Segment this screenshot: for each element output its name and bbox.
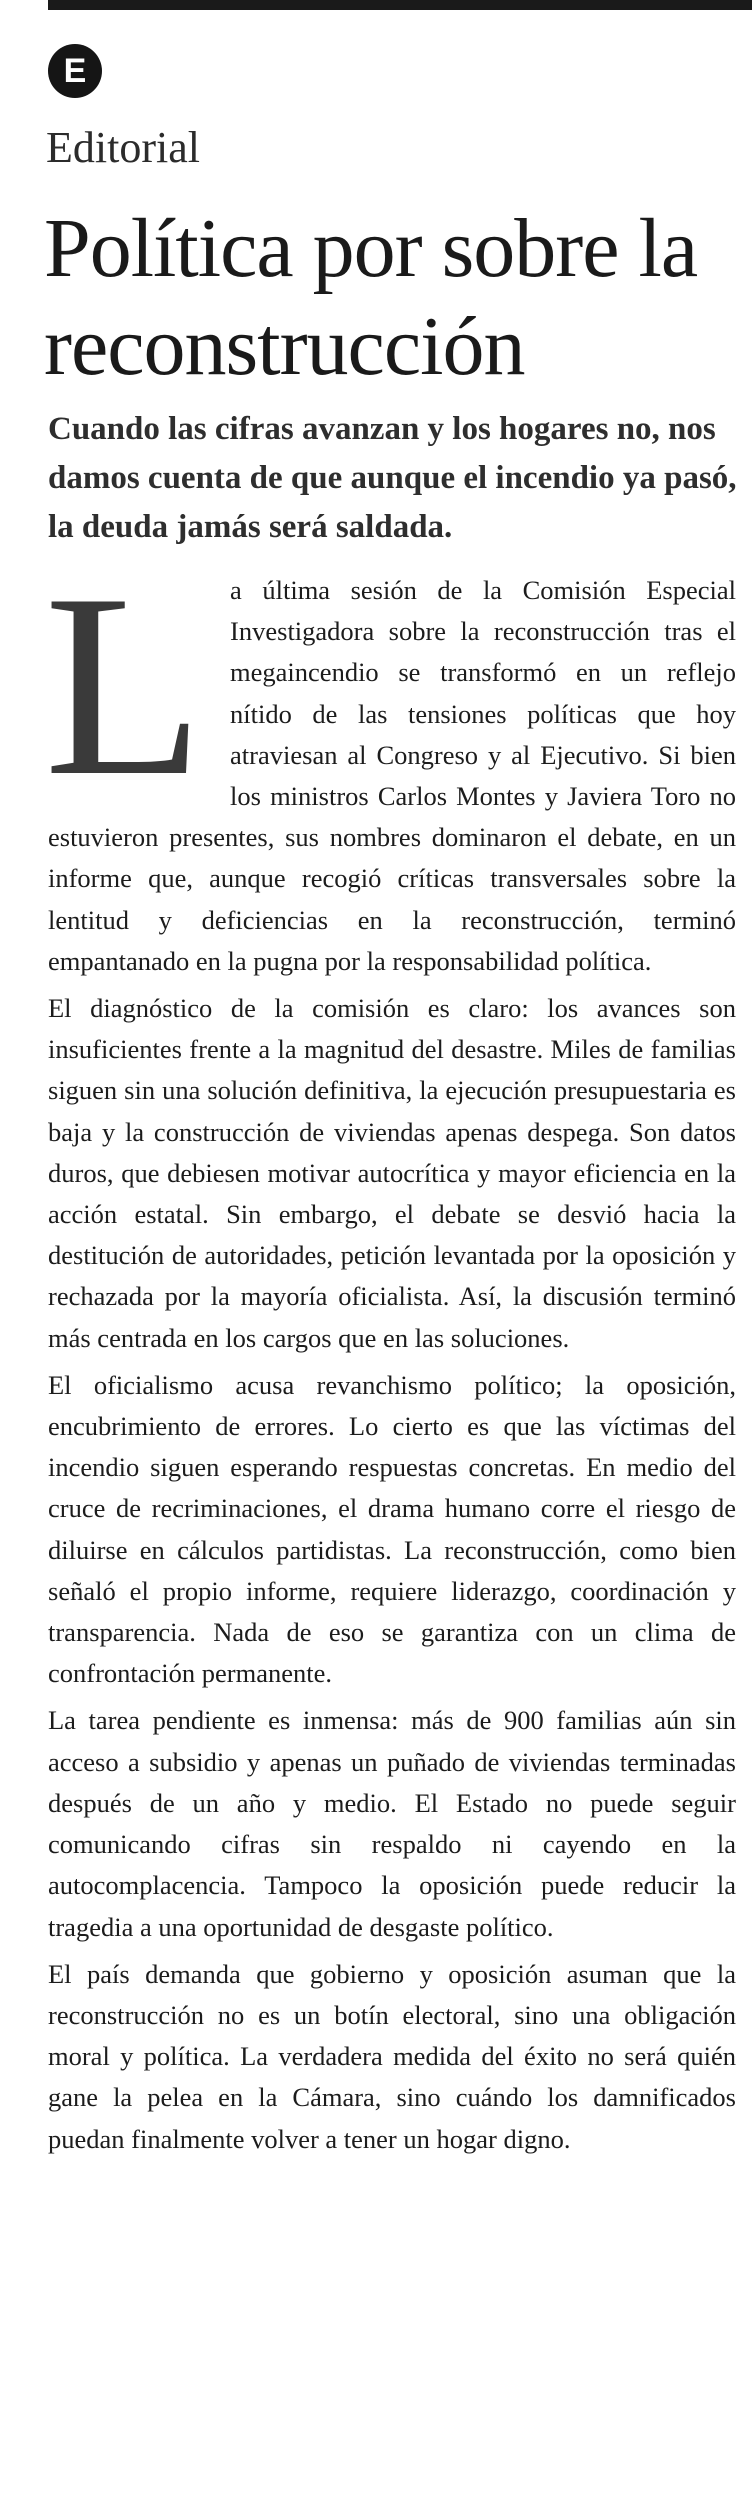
article-lead: Cuando las cifras avanzan y los hogares no, nos damos cuenta de que aunque el incendio ya pasó, la deuda jamás será saldada. bbox=[48, 411, 737, 545]
article-title: Política por sobre la reconstrucción bbox=[44, 202, 698, 393]
article-body bbox=[44, 540, 736, 2166]
paragraph-5: El país demanda que gobierno y oposición asuman que la reconstrucción no es un botín electoral, sino una obligación moral y política. La verdadera medida del éxito no será quién gane la pelea en la Cámara, sino cuándo los damnificados puedan finalmente volver a tener un hogar digno. bbox=[48, 1958, 736, 2154]
section-label: Editorial bbox=[46, 123, 200, 172]
paragraph-1 bbox=[44, 540, 736, 982]
paragraph-3: El oficialismo acusa revanchismo político; la oposición, encubrimiento de errores. Lo cierto es que las víctimas del incendio siguen esperando respuestas concretas. En medio del cruce de recriminaciones, el drama humano corre el riesgo de diluirse en cálculos partidistas. La reconstrucción, como bien señaló el propio informe, requiere liderazgo, coordinación y transparencia. Nada de eso se garantiza con un clima de confrontación permanente. bbox=[48, 1369, 736, 1689]
editorial-badge-icon: E bbox=[48, 44, 102, 98]
top-rule bbox=[48, 0, 752, 10]
paragraph-4: La tarea pendiente es inmensa: más de 900 familias aún sin acceso a subsidio y apenas un puñado de viviendas terminadas después de un año y medio. El Estado no puede seguir comunicando cifras sin respaldo ni cayendo en la autocomplacencia. Tampoco la oposición puede reducir la tragedia a una oportunidad de desgaste político. bbox=[48, 1705, 736, 1942]
drop-cap: L bbox=[44, 540, 205, 830]
paragraph-1-text: a última sesión de la Comisión Especial Investigadora sobre la reconstrucción tras el megaincendio se transformó en un reflejo nítido de las tensiones políticas que hoy atraviesan al Congreso y al Ejecutivo. Si bien los ministros Carlos Montes y Javiera Toro no estuvieron presentes, sus nombres dominaron el debate, en un informe que, aunque recogió críticas transversales sobre la lentitud y deficiencias en la reconstrucción, terminó empantanado en la pugna por la responsabilidad política. bbox=[48, 575, 736, 976]
paragraph-2: El diagnóstico de la comisión es claro: los avances son insuficientes frente a la magnitud del desastre. Miles de familias siguen sin una solución definitiva, la ejecución presupuestaria es baja y la construcción de viviendas apenas despega. Son datos duros, que debiesen motivar autocrítica y mayor eficiencia en la acción estatal. Sin embargo, el debate se desvió hacia la destitución de autoridades, petición levantada por la oposición y rechazada por la mayoría oficialista. Así, la discusión terminó más centrada en los cargos que en las soluciones. bbox=[48, 993, 736, 1353]
